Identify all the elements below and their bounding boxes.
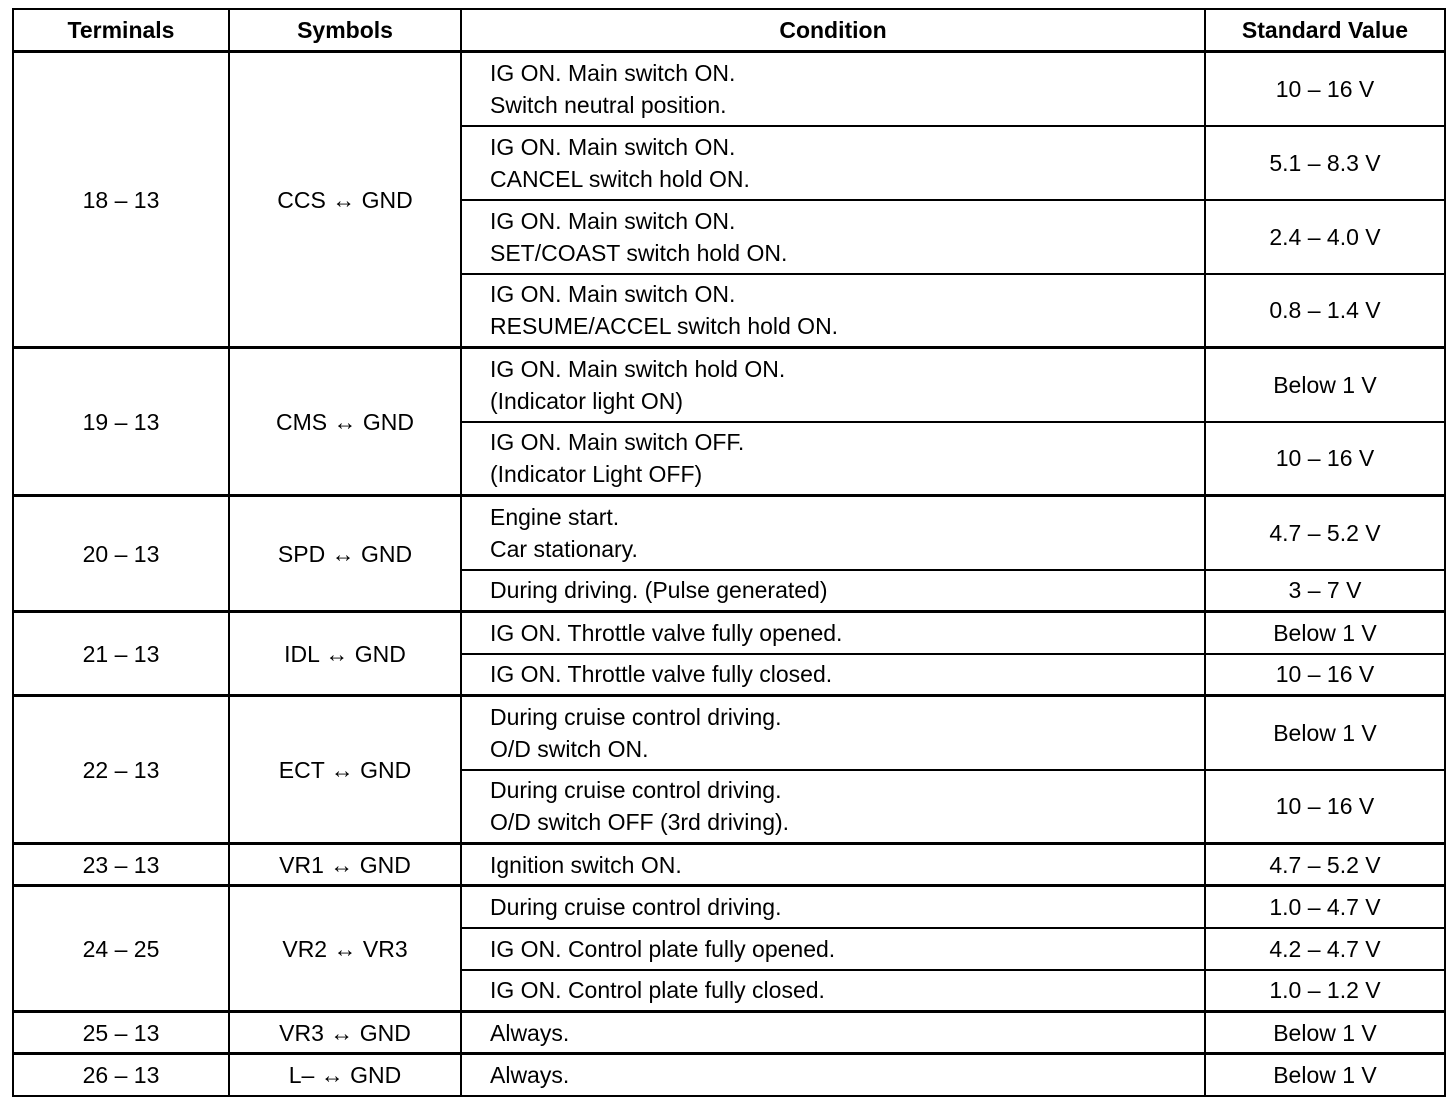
condition-cell xyxy=(461,612,1205,654)
condition-line: During cruise control driving. xyxy=(490,893,782,920)
terminals-cell: 22 – 13 xyxy=(13,696,229,844)
condition-cell xyxy=(461,844,1205,886)
standard-value-cell: 1.0 – 4.7 V xyxy=(1205,886,1445,928)
table-row xyxy=(13,612,1445,654)
specification-table xyxy=(12,8,1446,1097)
terminals-cell: 25 – 13 xyxy=(13,1012,229,1054)
header-standard-value: Standard Value xyxy=(1205,9,1445,52)
terminals-cell: 20 – 13 xyxy=(13,496,229,612)
condition-line: IG ON. Control plate fully opened. xyxy=(490,935,836,962)
condition-line: IG ON. Main switch ON. xyxy=(490,59,736,86)
condition-line: (Indicator Light OFF) xyxy=(490,461,703,488)
standard-value-cell: 10 – 16 V xyxy=(1205,770,1445,844)
symbols-cell: IDL ↔ GND xyxy=(229,612,461,696)
symbols-cell: CMS ↔ GND xyxy=(229,348,461,496)
table-row xyxy=(13,348,1445,422)
standard-value-cell: Below 1 V xyxy=(1205,1054,1445,1096)
header-row xyxy=(13,9,1445,52)
condition-line: IG ON. Control plate fully closed. xyxy=(490,977,825,1004)
condition-cell xyxy=(461,770,1205,844)
standard-value-cell: 1.0 – 1.2 V xyxy=(1205,970,1445,1012)
symbols-cell: VR1 ↔ GND xyxy=(229,844,461,886)
condition-cell xyxy=(461,570,1205,612)
condition-cell xyxy=(461,654,1205,696)
terminals-cell: 24 – 25 xyxy=(13,886,229,1012)
condition-line: During driving. (Pulse generated) xyxy=(490,577,828,604)
condition-line: SET/COAST switch hold ON. xyxy=(490,239,788,266)
symbols-cell: L– ↔ GND xyxy=(229,1054,461,1096)
condition-line: IG ON. Main switch ON. xyxy=(490,207,736,234)
standard-value-cell: 5.1 – 8.3 V xyxy=(1205,126,1445,200)
table-row xyxy=(13,496,1445,570)
symbols-cell: VR3 ↔ GND xyxy=(229,1012,461,1054)
condition-cell xyxy=(461,348,1205,422)
condition-cell xyxy=(461,126,1205,200)
standard-value-cell: 10 – 16 V xyxy=(1205,654,1445,696)
standard-value-cell: 3 – 7 V xyxy=(1205,570,1445,612)
terminals-cell: 26 – 13 xyxy=(13,1054,229,1096)
condition-line: IG ON. Main switch hold ON. xyxy=(490,355,786,382)
table-row xyxy=(13,844,1445,886)
condition-line: Switch neutral position. xyxy=(490,91,727,118)
condition-cell xyxy=(461,928,1205,970)
condition-cell xyxy=(461,970,1205,1012)
condition-cell xyxy=(461,696,1205,770)
table-row xyxy=(13,52,1445,126)
terminals-cell: 23 – 13 xyxy=(13,844,229,886)
standard-value-cell: 0.8 – 1.4 V xyxy=(1205,274,1445,348)
condition-line: Engine start. xyxy=(490,503,620,530)
condition-line: Always. xyxy=(490,1061,570,1088)
symbols-cell: VR2 ↔ VR3 xyxy=(229,886,461,1012)
table-row xyxy=(13,886,1445,928)
condition-line: CANCEL switch hold ON. xyxy=(490,165,750,192)
standard-value-cell: 4.7 – 5.2 V xyxy=(1205,496,1445,570)
standard-value-cell: 10 – 16 V xyxy=(1205,52,1445,126)
condition-line: O/D switch ON. xyxy=(490,735,649,762)
standard-value-cell: 4.2 – 4.7 V xyxy=(1205,928,1445,970)
condition-cell xyxy=(461,1054,1205,1096)
condition-line: Car stationary. xyxy=(490,535,638,562)
condition-cell xyxy=(461,496,1205,570)
standard-value-cell: 10 – 16 V xyxy=(1205,422,1445,496)
table-row xyxy=(13,696,1445,770)
condition-line: IG ON. Main switch ON. xyxy=(490,133,736,160)
condition-line: IG ON. Throttle valve fully opened. xyxy=(490,619,843,646)
header-symbols: Symbols xyxy=(229,9,461,52)
standard-value-cell: Below 1 V xyxy=(1205,348,1445,422)
terminals-cell: 21 – 13 xyxy=(13,612,229,696)
condition-line: Always. xyxy=(490,1019,570,1046)
condition-cell xyxy=(461,274,1205,348)
header-condition: Condition xyxy=(461,9,1205,52)
condition-line: O/D switch OFF (3rd driving). xyxy=(490,809,790,836)
symbols-cell: CCS ↔ GND xyxy=(229,52,461,348)
standard-value-cell: 2.4 – 4.0 V xyxy=(1205,200,1445,274)
table-body xyxy=(13,52,1445,1096)
standard-value-cell: Below 1 V xyxy=(1205,612,1445,654)
condition-line: Ignition switch ON. xyxy=(490,851,682,878)
table-row xyxy=(13,1012,1445,1054)
terminals-cell: 19 – 13 xyxy=(13,348,229,496)
standard-value-cell: Below 1 V xyxy=(1205,696,1445,770)
condition-cell xyxy=(461,1012,1205,1054)
standard-value-cell: 4.7 – 5.2 V xyxy=(1205,844,1445,886)
condition-line: IG ON. Main switch OFF. xyxy=(490,429,745,456)
condition-cell xyxy=(461,52,1205,126)
condition-cell xyxy=(461,200,1205,274)
condition-line: (Indicator light ON) xyxy=(490,387,684,414)
symbols-cell: SPD ↔ GND xyxy=(229,496,461,612)
symbols-cell: ECT ↔ GND xyxy=(229,696,461,844)
condition-cell xyxy=(461,886,1205,928)
condition-line: During cruise control driving. xyxy=(490,703,782,730)
condition-line: IG ON. Main switch ON. xyxy=(490,281,736,308)
condition-cell xyxy=(461,422,1205,496)
terminals-cell: 18 – 13 xyxy=(13,52,229,348)
standard-value-cell: Below 1 V xyxy=(1205,1012,1445,1054)
condition-line: RESUME/ACCEL switch hold ON. xyxy=(490,313,839,340)
table-row xyxy=(13,1054,1445,1096)
condition-line: IG ON. Throttle valve fully closed. xyxy=(490,661,833,688)
condition-line: During cruise control driving. xyxy=(490,777,782,804)
header-terminals: Terminals xyxy=(13,9,229,52)
